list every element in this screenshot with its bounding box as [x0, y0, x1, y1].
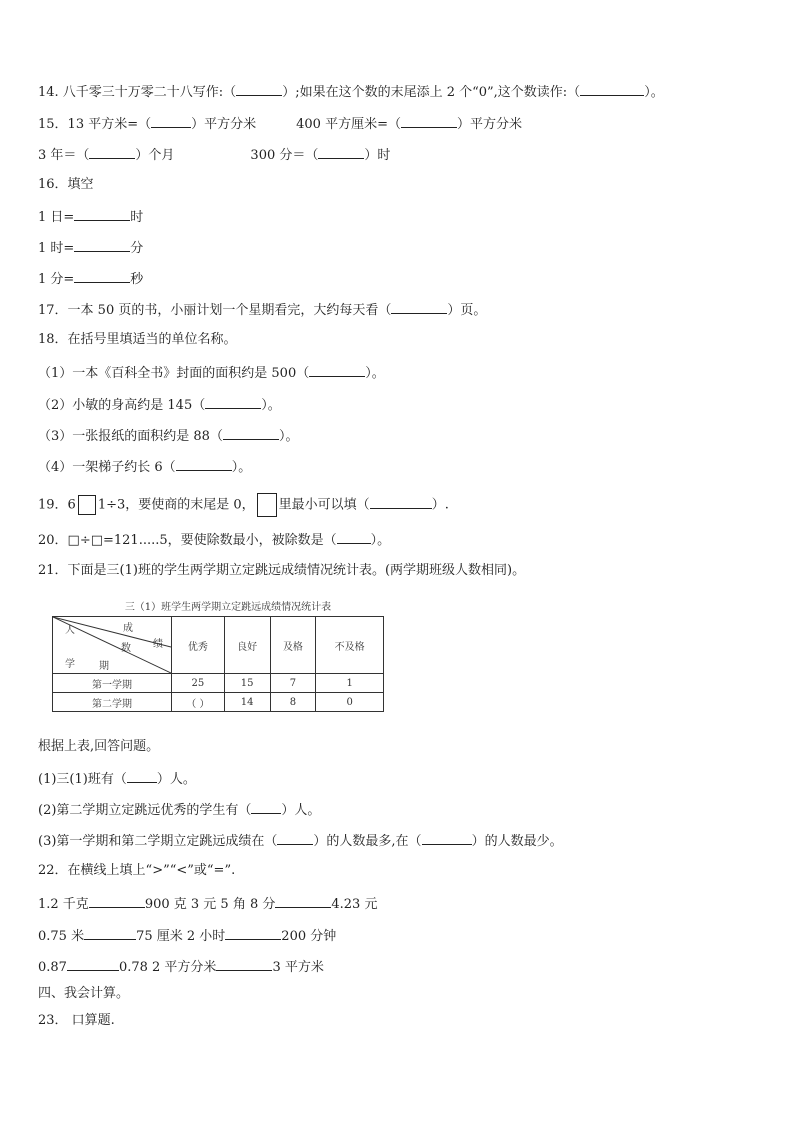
table-cell: 25	[172, 674, 225, 693]
q19-text: ）.	[431, 497, 449, 513]
table-header-row	[53, 617, 384, 674]
question-17	[38, 300, 486, 320]
question-18-item	[38, 457, 251, 477]
answer-blank[interactable]	[275, 894, 331, 908]
section-heading: 四、我会计算。	[38, 986, 130, 1001]
q15-text: 400 平方厘米=（	[296, 117, 401, 132]
compare-text: 4.23 元	[331, 897, 378, 912]
answer-blank[interactable]	[318, 145, 364, 159]
question-16-title: 16．填空	[38, 177, 94, 192]
q20-text: 20．□÷□=121.....5，要使除数最小，被除数是（	[38, 533, 337, 548]
q19-text: 里最小可以填（	[278, 497, 370, 513]
score-table	[52, 598, 388, 712]
table-cell: 7	[270, 674, 316, 693]
compare-text: 75 厘米 2 小时	[136, 929, 226, 944]
answer-blank[interactable]	[580, 82, 644, 96]
table-cell: 1	[316, 674, 384, 693]
q22-row	[38, 957, 324, 977]
table-row	[53, 674, 384, 693]
answer-blank[interactable]	[74, 207, 130, 221]
item-text: ）。	[231, 460, 252, 475]
table-cell[interactable]: （ ）	[172, 693, 225, 712]
q15-text: ）平方分米	[191, 117, 257, 132]
compare-text: 0.78 2 平方分米	[118, 960, 217, 975]
sub-text: ）人。	[156, 772, 196, 787]
table-row-label: 第二学期	[53, 693, 172, 712]
table-cell: 0	[316, 693, 384, 712]
item-text: 秒	[130, 272, 144, 287]
question-18-item	[38, 363, 385, 383]
item-text: 分	[130, 241, 144, 256]
item-text: ）。	[278, 429, 299, 444]
table-cell: 8	[270, 693, 316, 712]
item-text: （4）一架梯子约长 6（	[38, 460, 176, 475]
question-21-title: 21．下面是三(1)班的学生两学期立定跳远成绩情况统计表。(两学期班级人数相同)。	[38, 563, 526, 578]
compare-text: 1.2 千克	[38, 897, 89, 912]
answer-blank[interactable]	[236, 82, 282, 96]
q15-text: 3 年＝（	[38, 148, 90, 163]
compare-text: 200 分钟	[281, 929, 337, 944]
table-header-cell: 优秀	[172, 617, 225, 674]
q19-text: 19．6	[38, 497, 76, 513]
q15-text: 15．13 平方米=（	[38, 117, 152, 132]
sub-text: (3)第一学期和第二学期立定跳远成绩在（	[38, 834, 278, 849]
answer-blank[interactable]	[422, 831, 472, 845]
compare-text: 3 平方米	[272, 960, 324, 975]
answer-blank[interactable]	[223, 426, 279, 440]
sub-text: ）人。	[281, 803, 321, 818]
corner-label: 学	[65, 659, 75, 670]
table-header-cell: 不及格	[316, 617, 384, 674]
answer-blank[interactable]	[205, 395, 261, 409]
answer-blank[interactable]	[84, 926, 136, 940]
corner-label: 期	[99, 661, 109, 672]
corner-label: 绩	[153, 639, 163, 650]
q14-text-b: ）;如果在这个数的末尾添上 2 个“0”,这个数读作:（	[282, 85, 581, 100]
q21-sub-question	[38, 800, 320, 820]
question-20	[38, 530, 390, 550]
q22-row	[38, 926, 336, 946]
answer-blank[interactable]	[67, 957, 119, 971]
answer-blank[interactable]	[337, 530, 371, 544]
table-corner-cell	[53, 617, 172, 674]
answer-blank[interactable]	[74, 238, 130, 252]
q15-text: 300 分＝（	[250, 148, 319, 163]
q17-text: ）页。	[447, 303, 487, 318]
corner-label: 成	[123, 623, 133, 634]
question-16-item	[38, 269, 143, 289]
item-text: （1）一本《百科全书》封面的面积约是 500（	[38, 366, 310, 381]
q21-prompt: 根据上表,回答问题。	[38, 739, 160, 754]
table-header-cell: 及格	[270, 617, 316, 674]
item-text: 1 日=	[38, 210, 75, 225]
item-text: （2）小敏的身高约是 145（	[38, 398, 206, 413]
compare-text: 0.75 米	[38, 929, 85, 944]
answer-blank[interactable]	[370, 495, 432, 509]
question-23: 23． 口算题.	[38, 1013, 115, 1028]
table-row-label: 第一学期	[53, 674, 172, 693]
question-22-title: 22．在横线上填上“>”“<”或“=”.	[38, 863, 236, 878]
q20-text: ）。	[370, 533, 391, 548]
item-text: 1 分=	[38, 272, 75, 287]
question-18-item	[38, 426, 298, 446]
q14-text-a: 14. 八千零三十万零二十八写作:（	[38, 85, 237, 100]
answer-blank[interactable]	[309, 363, 365, 377]
sub-text: ）的人数最多,在（	[313, 834, 422, 849]
q19-text: 1÷3，要使商的末尾是 0，	[97, 497, 255, 513]
item-text: ）。	[261, 398, 281, 413]
table-header-cell: 良好	[224, 617, 270, 674]
table-row	[53, 693, 384, 712]
q17-text: 17．一本 50 页的书，小丽计划一个星期看完，大约每天看（	[38, 303, 392, 318]
answer-blank[interactable]	[89, 145, 135, 159]
table-title: 三（1）班学生两学期立定跳远成绩情况统计表	[124, 602, 332, 613]
answer-blank[interactable]	[89, 894, 145, 908]
item-text: ）。	[365, 366, 385, 381]
digit-box[interactable]	[257, 493, 277, 517]
answer-blank[interactable]	[216, 957, 272, 971]
answer-blank[interactable]	[251, 800, 281, 814]
q21-sub-question	[38, 831, 563, 851]
question-16-item	[38, 207, 143, 227]
answer-blank[interactable]	[127, 769, 157, 783]
answer-blank[interactable]	[74, 269, 130, 283]
q22-row	[38, 894, 377, 914]
answer-blank[interactable]	[277, 831, 313, 845]
stats-table	[52, 616, 384, 712]
question-18-title: 18．在括号里填适当的单位名称。	[38, 332, 237, 347]
table-cell: 14	[224, 693, 270, 712]
digit-box[interactable]	[78, 495, 96, 515]
q14-text-c: ）。	[644, 85, 664, 100]
answer-blank[interactable]	[391, 300, 447, 314]
question-18-item	[38, 395, 281, 415]
corner-label: 人	[65, 625, 75, 636]
answer-blank[interactable]	[225, 926, 281, 940]
question-15-line2	[38, 145, 390, 165]
corner-label: 数	[121, 643, 131, 654]
answer-blank[interactable]	[401, 114, 457, 128]
sub-text: (1)三(1)班有（	[38, 772, 127, 787]
answer-blank[interactable]	[176, 457, 232, 471]
q15-text: ）个月	[135, 148, 175, 163]
item-text: 1 时=	[38, 241, 75, 256]
answer-blank[interactable]	[151, 114, 191, 128]
q15-text: ）时	[364, 148, 391, 163]
sub-text: ）的人数最少。	[471, 834, 563, 849]
item-text: 时	[130, 210, 144, 225]
sub-text: (2)第二学期立定跳远优秀的学生有（	[38, 803, 252, 818]
question-15-line1	[38, 114, 522, 134]
question-14	[38, 82, 664, 102]
question-19	[38, 493, 449, 517]
q21-sub-question	[38, 769, 196, 789]
compare-text: 900 克 3 元 5 角 8 分	[144, 897, 276, 912]
question-16-item	[38, 238, 143, 258]
table-cell: 15	[224, 674, 270, 693]
item-text: （3）一张报纸的面积约是 88（	[38, 429, 223, 444]
compare-text: 0.87	[38, 960, 67, 975]
q15-text: ）平方分米	[456, 117, 522, 132]
